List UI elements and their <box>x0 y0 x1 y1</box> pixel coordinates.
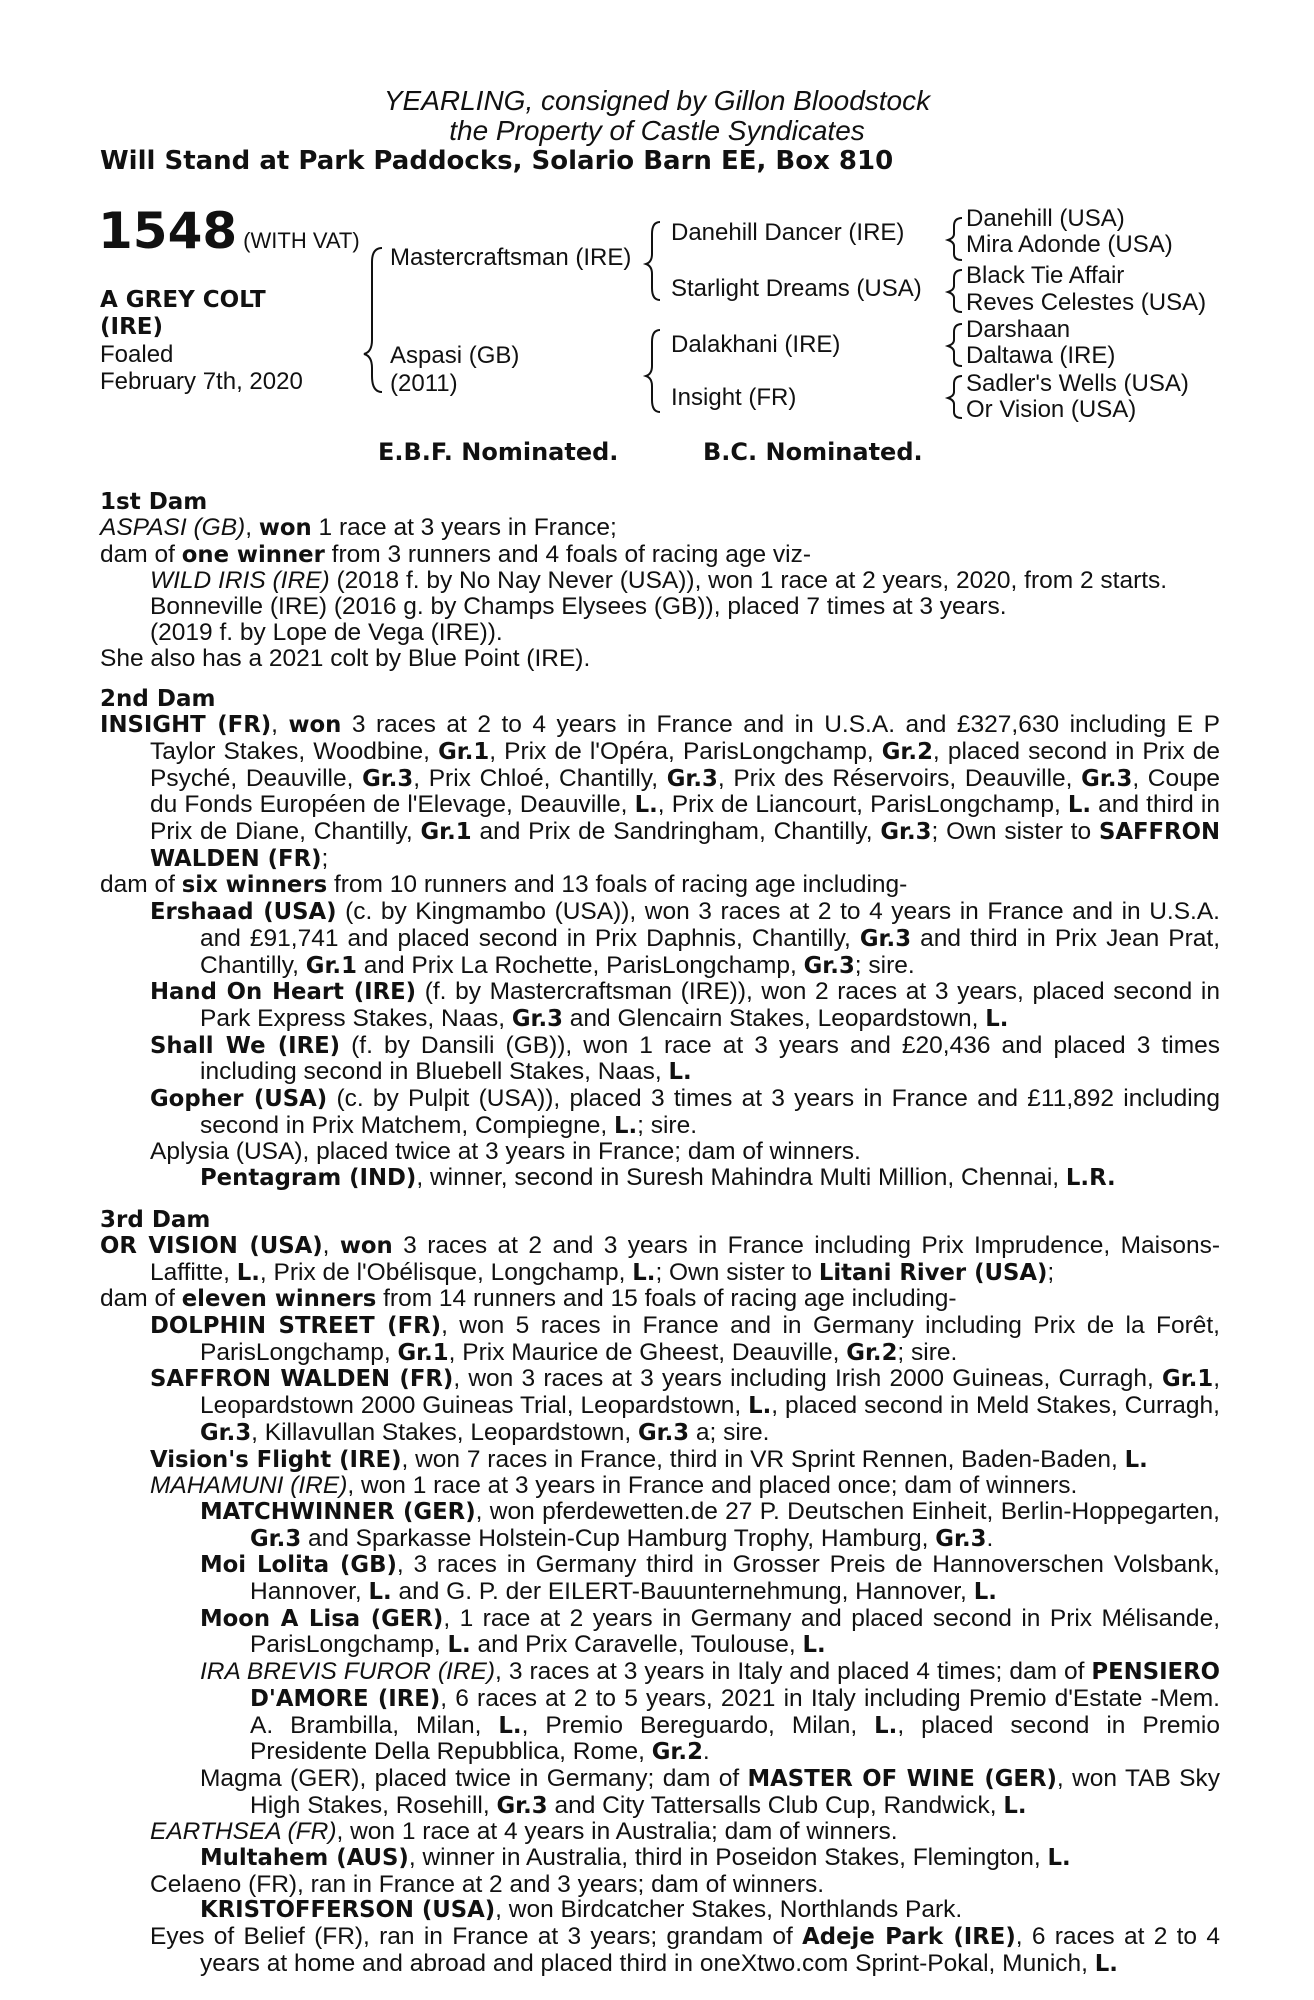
dam2-line: INSIGHT (FR), won 3 races at 2 to 4 years in France and in U.S.A. and £327,630 including E P Taylor Stakes, Woodbine, Gr.1, Prix de l'Opéra, ParisLongchamp, Gr.2, placed second in Prix de Psyché, Deauville, Gr.3, Prix Chloé, Chantilly, Gr.3, Prix des Réservoirs, Deauville, Gr.3, Coupe du Fonds Européen de l'Elevage, Deauville, L., Prix de Liancourt, ParisLongchamp, L. and third in Prix de Diane, Chantilly, Gr.1 and Prix de Sandringham, Chantilly, Gr.3; Own sister to SAFFRON WALDEN (FR); <box>100 711 1221 872</box>
gg-sire-dam-dam: Reves Celestes (USA) <box>966 289 1207 316</box>
dam2-line: dam of six winners from 10 runners and 13 foals of racing age including- <box>100 871 908 899</box>
dam3-line: Celaeno (FR), ran in France at 2 and 3 years; dam of winners. <box>150 1870 825 1898</box>
dam2-line: Ershaad (USA) (c. by Kingmambo (USA)), won 3 races at 2 to 4 years in France and in U.S.A. and £91,741 and placed second in Prix Daphnis, Chantilly, Gr.3 and third in Prix Jean Prat, Chantilly, Gr.1 and Prix La Rochette, ParisLongchamp, Gr.3; sire. <box>150 898 1220 979</box>
dam2-line: Aplysia (USA), placed twice at 3 years in France; dam of winners. <box>150 1138 861 1166</box>
lot-number: 1548 (WITH VAT) <box>98 202 360 260</box>
dam3-line: OR VISION (USA), won 3 races at 2 and 3 years in France including Prix Imprudence, Maisons-Laffitte, L., Prix de l'Obélisque, Longchamp, L.; Own sister to Litani River (USA); <box>100 1231 1220 1286</box>
sire: Mastercraftsman (IRE) <box>390 244 632 271</box>
dam3-line: EARTHSEA (FR), won 1 race at 4 years in Australia; dam of winners. <box>150 1818 898 1846</box>
dam3-line: Eyes of Belief (FR), ran in France at 3 years; grandam of Adeje Park (IRE), 6 races at 2 to 4 years at home and abroad and placed third in oneXtwo.com Sprint-Pokal, Munich, L. <box>150 1923 1220 1977</box>
ebf-nomination: E.B.F. Nominated. <box>378 438 619 466</box>
sire-dam: Starlight Dreams (USA) <box>671 275 922 302</box>
dam2-line: Gopher (USA) (c. by Pulpit (USA)), placed 3 times at 3 years in France and £11,892 including second in Prix Matchem, Compiegne, L.; sire. <box>150 1085 1220 1139</box>
gg-dam-dam-dam: Or Vision (USA) <box>966 396 1137 423</box>
dam1-line: dam of one winner from 3 runners and 4 foals of racing age viz- <box>100 540 812 568</box>
dam: Aspasi (GB) <box>390 342 520 369</box>
dam3-line: DOLPHIN STREET (FR), won 5 races in France and in Germany including Prix de la Forêt, ParisLongchamp, Gr.1, Prix Maurice de Gheest, Deauville, Gr.2; sire. <box>150 1311 1220 1366</box>
vat-note: (WITH VAT) <box>243 228 360 253</box>
gg-dam-sire-dam: Daltawa (IRE) <box>966 342 1116 369</box>
dam-dam: Insight (FR) <box>671 384 797 411</box>
horse-desc-1: A GREY COLT <box>100 287 266 313</box>
bc-nomination: B.C. Nominated. <box>703 438 923 466</box>
header-line-3: Will Stand at Park Paddocks, Solario Barn EE, Box 810 <box>100 146 894 176</box>
dam1-line: She also has a 2021 colt by Blue Point (IRE). <box>100 644 591 672</box>
gg-sire-sire-dam: Mira Adonde (USA) <box>966 231 1173 258</box>
dam1-line: WILD IRIS (IRE) (2018 f. by No Nay Never (USA)), won 1 race at 2 years, 2020, from 2 starts. <box>150 567 1168 595</box>
dam1-line: ASPASI (GB), won 1 race at 3 years in France; <box>100 514 617 541</box>
second-dam-heading: 2nd Dam <box>100 686 216 713</box>
catalogue-body <box>100 489 1220 1978</box>
dam3-line: Moon A Lisa (GER), 1 race at 2 years in Germany and placed second in Prix Mélisande, ParisLongchamp, L. and Prix Caravelle, Toulouse, L. <box>200 1604 1220 1659</box>
gg-dam-dam-sire: Sadler's Wells (USA) <box>966 370 1189 397</box>
dam3-line: Vision's Flight (IRE), won 7 races in France, third in VR Sprint Rennen, Baden-Baden, L. <box>150 1445 1148 1473</box>
dam1-line: (2019 f. by Lope de Vega (IRE)). <box>150 618 503 646</box>
dam2-line: Hand On Heart (IRE) (f. by Mastercraftsman (IRE)), won 2 races at 3 years, placed second in Park Express Stakes, Naas, Gr.3 and Glencairn Stakes, Leopardstown, L. <box>150 978 1220 1032</box>
dam3-line: Moi Lolita (GB), 3 races in Germany third in Grosser Preis de Hannoverschen Volsbank, Hannover, L. and G. P. der EILERT-Bauunternehmung, Hannover, L. <box>200 1551 1220 1606</box>
gg-dam-sire-sire: Darshaan <box>966 316 1071 343</box>
gg-sire-dam-sire: Black Tie Affair <box>966 262 1125 289</box>
third-dam-heading: 3rd Dam <box>100 1206 211 1233</box>
dam3-line: Multahem (AUS), winner in Australia, third in Poseidon Stakes, Flemington, L. <box>200 1844 1071 1872</box>
horse-desc-2: (IRE) <box>100 314 164 340</box>
foaled-date: February 7th, 2020 <box>100 368 303 395</box>
dam3-line: IRA BREVIS FUROR (IRE), 3 races at 3 years in Italy and placed 4 times; dam of PENSIERO D'AMORE (IRE), 6 races at 2 to 5 years, 2021 in Italy including Premio d'Estate -Mem. A. Brambilla, Milan, L., Premio Bereguardo, Milan, L., placed second in Premio Presidente Della Repubblica, Rome, Gr.2. <box>200 1658 1220 1766</box>
dam3-line: MATCHWINNER (GER), won pferdewetten.de 27 P. Deutschen Einheit, Berlin-Hoppegarten, Gr.3 and Sparkasse Holstein-Cup Hamburg Trophy, Hamburg, Gr.3. <box>200 1497 1220 1552</box>
dam3-line: KRISTOFFERSON (USA), won Birdcatcher Stakes, Northlands Park. <box>200 1896 963 1924</box>
dam2-line: Shall We (IRE) (f. by Dansili (GB)), won 1 race at 3 years and £20,436 and placed 3 times including second in Bluebell Stakes, Naas, L. <box>150 1031 1220 1086</box>
dam-year: (2011) <box>390 370 458 397</box>
foaled-label: Foaled <box>100 341 174 368</box>
sire-sire: Danehill Dancer (IRE) <box>671 219 905 246</box>
gg-sire-sire-sire: Danehill (USA) <box>966 205 1125 232</box>
dam1-line: Bonneville (IRE) (2016 g. by Champs Elysees (GB)), placed 7 times at 3 years. <box>150 593 1007 621</box>
dam3-line: MAHAMUNI (IRE), won 1 race at 3 years in France and placed once; dam of winners. <box>150 1472 1078 1500</box>
header-line-2: the Property of Castle Syndicates <box>449 115 865 146</box>
dam3-line: dam of eleven winners from 14 runners and 15 foals of racing age including- <box>100 1285 957 1313</box>
first-dam-heading: 1st Dam <box>100 489 208 515</box>
header-line-1: YEARLING, consigned by Gillon Bloodstock <box>383 85 931 116</box>
dam3-line: SAFFRON WALDEN (FR), won 3 races at 3 years including Irish 2000 Guineas, Curragh, Gr.1, Leopardstown 2000 Guineas Trial, Leopardstown, L., placed second in Meld Stakes, Curragh, Gr.3, Killavullan Stakes, Leopardstown, Gr.3 a; sire. <box>150 1365 1220 1446</box>
dam-sire: Dalakhani (IRE) <box>671 331 841 358</box>
dam2-line: Pentagram (IND), winner, second in Suresh Mahindra Multi Million, Chennai, L.R. <box>200 1164 1116 1192</box>
dam3-line: Magma (GER), placed twice in Germany; dam of MASTER OF WINE (GER), won TAB Sky High Stakes, Rosehill, Gr.3 and City Tattersalls Club Cup, Randwick, L. <box>200 1764 1220 1819</box>
